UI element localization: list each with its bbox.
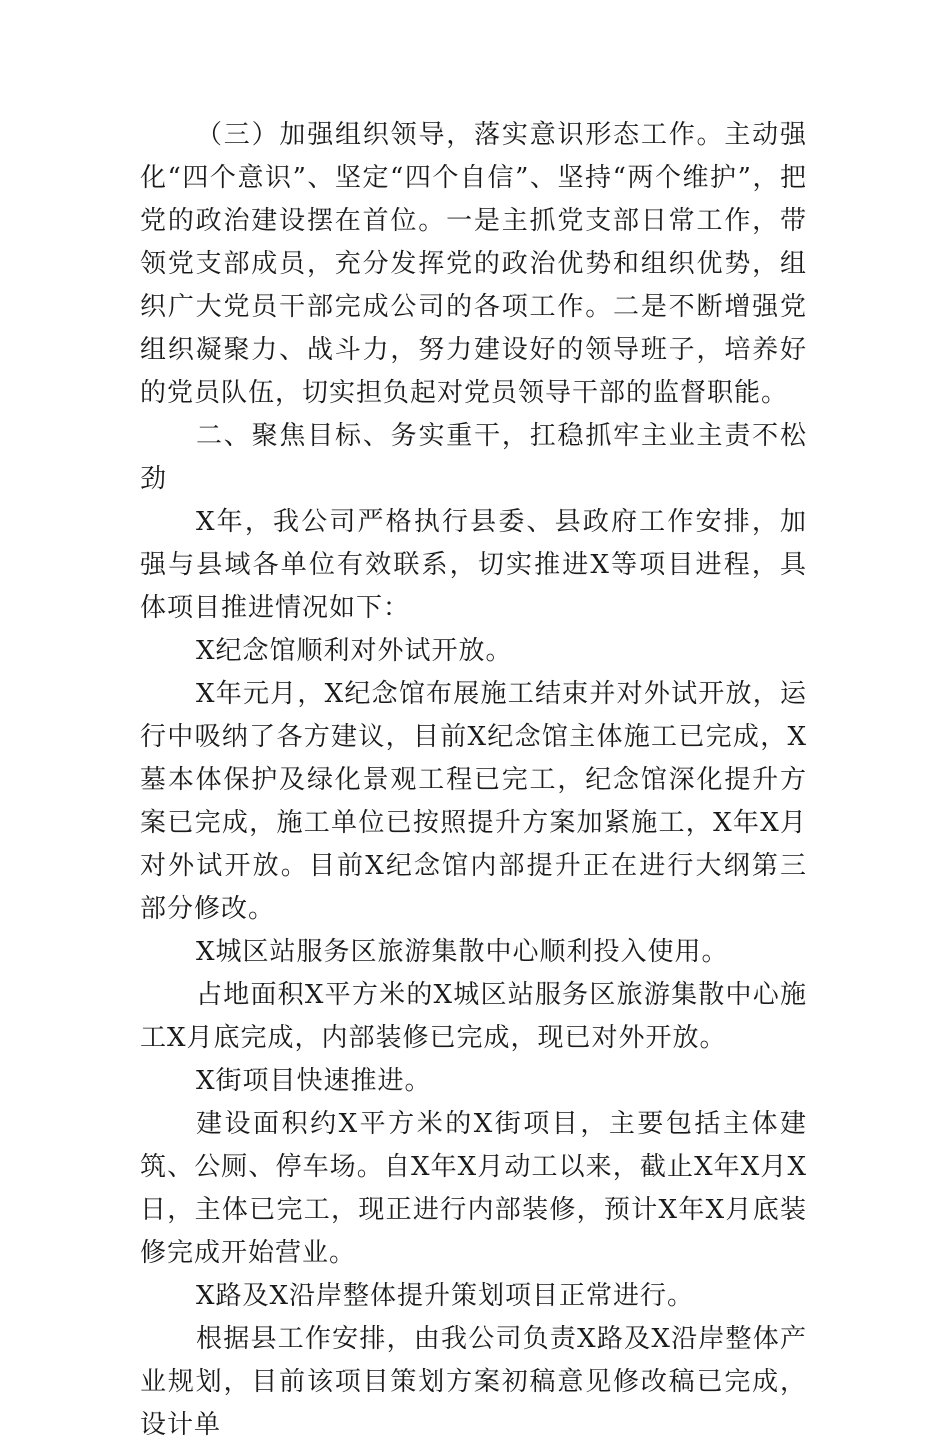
document-body	[140, 114, 807, 1447]
paragraph-annual-overview: X年，我公司严格执行县委、县政府工作安排，加强与县域各单位有效联系，切实推进X等项目进程，具体项目推进情况如下：	[140, 507, 807, 623]
subheading-tourist-center: X城区站服务区旅游集散中心顺利投入使用。	[196, 937, 729, 967]
subheading-street-project: X街项目快速推进。	[196, 1066, 432, 1096]
paragraph-riverside-project: 根据县工作安排，由我公司负责X路及X沿岸整体产业规划，目前该项目策划方案初稿意见修改稿已完成，设计单	[140, 1324, 807, 1440]
paragraph-street-project: 建设面积约X平方米的X街项目，主要包括主体建筑、公厕、停车场。自X年X月动工以来，截止X年X月X日，主体已完工，现正进行内部装修，预计X年X月底装修完成开始营业。	[140, 1109, 807, 1268]
section-heading-two: 二、聚焦目标、务实重干，扛稳抓牢主业主责不松劲	[140, 421, 807, 494]
subheading-memorial-hall: X纪念馆顺利对外试开放。	[196, 636, 513, 666]
paragraph-memorial-hall: X年元月，X纪念馆布展施工结束并对外试开放，运行中吸纳了各方建议，目前X纪念馆主体施工已完成，X墓本体保护及绿化景观工程已完工，纪念馆深化提升方案已完成，施工单位已按照提升方案加紧施工，X年X月对外试开放。目前X纪念馆内部提升正在进行大纲第三部分修改。	[140, 679, 807, 924]
paragraph-tourist-center: 占地面积X平方米的X城区站服务区旅游集散中心施工X月底完成，内部装修已完成，现已对外开放。	[140, 980, 807, 1053]
paragraph-organization-leadership: （三）加强组织领导，落实意识形态工作。主动强化“四个意识”、坚定“四个自信”、坚持“两个维护”，把党的政治建设摆在首位。一是主抓党支部日常工作，带领党支部成员，充分发挥党的政治优势和组织优势，组织广大党员干部完成公司的各项工作。二是不断增强党组织凝聚力、战斗力，努力建设好的领导班子，培养好的党员队伍，切实担负起对党员领导干部的监督职能。	[140, 120, 807, 408]
subheading-riverside-project: X路及X沿岸整体提升策划项目正常进行。	[196, 1281, 695, 1311]
